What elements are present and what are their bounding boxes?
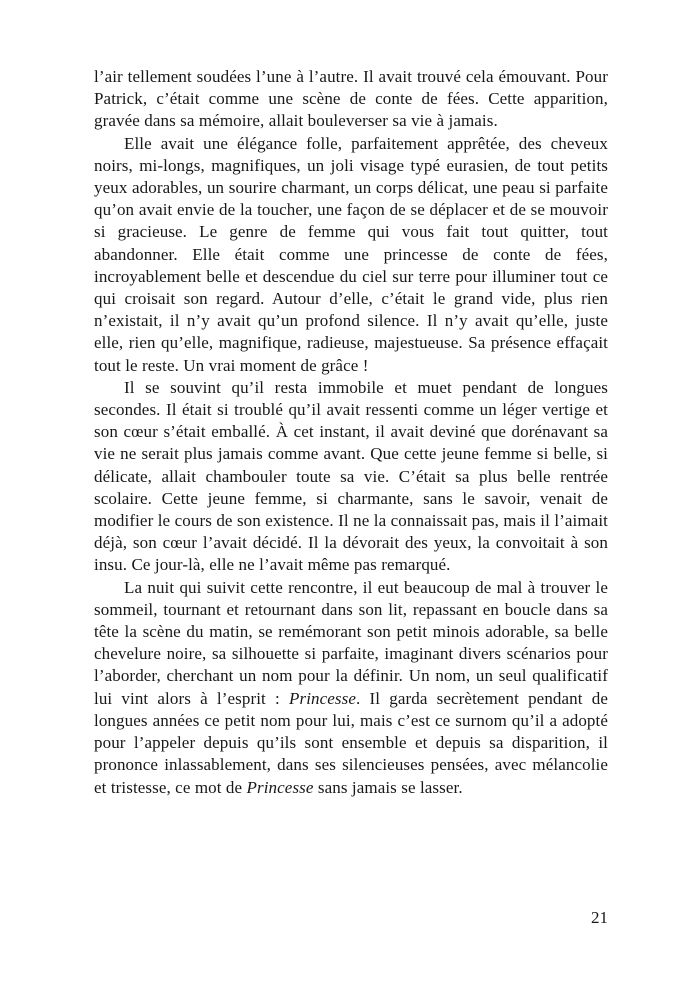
text-run: Elle avait une élégance folle, parfaitement apprêtée, des cheveux noirs, mi-longs, magnifiques, un joli visage typé eurasien, de tout petits yeux adorables, un sourire charmant, un corps délicat, une peau si parfaite qu’on avait envie de la toucher, une façon de se déplacer et de se mouvoir si gracieuse. Le genre de femme qui vous fait tout quitter, tout abandonner. Elle était comme une princesse de conte de fées, incroyablement belle et descendue du ciel sur terre pour illuminer tout ce qui croisait son regard. Autour d’elle, c’était le grand vide, plus rien n’existait, il n’y avait qu’un profond silence. Il n’y avait qu’elle, juste elle, rien qu’elle, magnifique, radieuse, majestueuse. Sa présence effaçait tout le reste. Un vrai moment de grâce ! xyxy=(94,133,608,375)
italic-text-run: Princesse xyxy=(289,688,356,708)
paragraph xyxy=(94,133,608,377)
italic-text-run: Princesse xyxy=(246,777,314,797)
page-number: 21 xyxy=(591,908,608,927)
text-run: La nuit qui suivit cette rencontre, il eut beaucoup de mal à trouver le sommeil, tournant et retournant dans son lit, repassant en boucle dans sa tête la scène du matin, se remémorant son petit minois adorable, sa belle chevelure noire, sa silhouette si parfaite, imaginant divers scénarios pour l’aborder, cherchant un nom pour la définir. Un nom, un seul qualificatif lui vint alors à l’esprit : xyxy=(94,577,608,708)
paragraph xyxy=(94,66,608,133)
text-run: l’air tellement soudées l’une à l’autre. Il avait trouvé cela émouvant. Pour Patrick, c’était comme une scène de conte de fées. Cette apparition, gravée dans sa mémoire, allait bouleverser sa vie à jamais. xyxy=(94,67,608,131)
text-run: . Il garda secrètement pendant de longues années ce petit nom pour lui, mais c’est ce surnom qu’il a adopté pour l’appeler depuis qu’ils sont ensemble et depuis sa disparition, il prononce inlassablement, dans ses silencieuses pensées, avec mélancolie et tristesse, ce mot de xyxy=(94,688,608,797)
page-text xyxy=(94,66,608,799)
text-run: sans jamais se lasser. xyxy=(313,777,463,797)
paragraph xyxy=(94,377,608,577)
text-run: Il se souvint qu’il resta immobile et muet pendant de longues secondes. Il était si troublé qu’il avait ressenti comme un léger vertige et son cœur s’était emballé. À cet instant, il avait deviné que dorénavant sa vie ne serait plus jamais comme avant. Que cette jeune femme si belle, si délicate, allait chambouler toute sa vie. C’était sa plus belle rentrée scolaire. Cette jeune femme, si charmante, sans le savoir, venait de modifier le cours de son existence. Il ne la connaissait pas, mais il l’aimait déjà, son cœur l’avait décidé. Il la dévorait des yeux, la convoitait à son insu. Ce jour-là, elle ne l’avait même pas remarqué. xyxy=(94,377,608,575)
paragraph xyxy=(94,577,608,799)
